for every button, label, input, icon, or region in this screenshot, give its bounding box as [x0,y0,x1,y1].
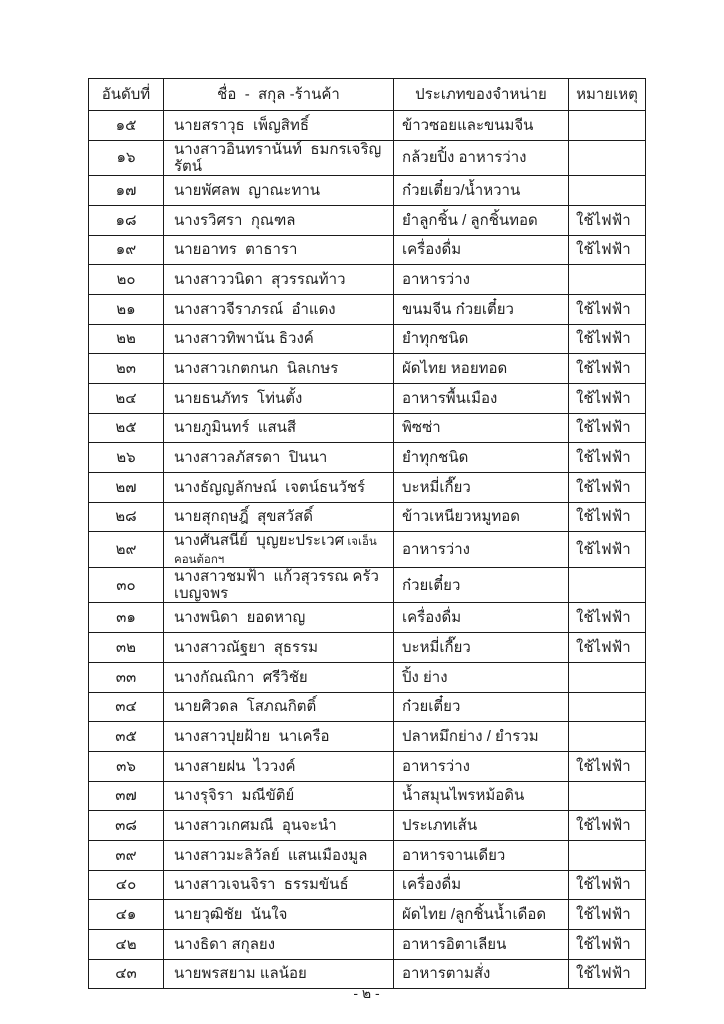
cell-remark: ใช้ไฟฟ้า [569,959,646,989]
cell-rank: ๒๕ [89,413,164,443]
cell-type: อาหารจานเดียว [394,840,569,870]
cell-name: นายธนภัทร โท่นตั้ง [164,384,394,414]
cell-name: นางสาวปุยฝ้าย นาเครือ [164,722,394,752]
table-row [89,265,646,295]
cell-rank: ๓๑ [89,603,164,633]
table-row [89,384,646,414]
col-header-rank: อันดับที่ [89,79,164,111]
cell-type: ผัดไทย /ลูกชิ้นน้ำเดือด [394,900,569,930]
table-row [89,140,646,176]
cell-remark: ใช้ไฟฟ้า [569,930,646,960]
cell-name: นายศิวดล โสภณกิตติ์ [164,692,394,722]
cell-remark [569,781,646,811]
cell-type: ปลาหมึกย่าง / ยำรวม [394,722,569,752]
cell-remark: ใช้ไฟฟ้า [569,384,646,414]
cell-rank: ๓๒ [89,633,164,663]
cell-type: อาหารว่าง [394,265,569,295]
cell-remark: ใช้ไฟฟ้า [569,870,646,900]
table-row [89,354,646,384]
cell-name: นายสุกฤษฎิ์ สุขสวัสดิ์ [164,502,394,532]
cell-name: นางรุจิรา มณีขัติย์ [164,781,394,811]
cell-rank: ๒๓ [89,354,164,384]
cell-type: ข้าวเหนียวหมูทอด [394,502,569,532]
cell-remark: ใช้ไฟฟ้า [569,633,646,663]
cell-rank: ๒๙ [89,532,164,568]
cell-name: นายภูมินทร์ แสนสี [164,413,394,443]
cell-name: นางศันสนีย์ บุญยะประเวศ เจเอ็นคอนต้อกฯ [164,532,394,568]
cell-rank: ๒๑ [89,294,164,324]
cell-rank: ๑๖ [89,140,164,176]
cell-name: นางธัญญลักษณ์ เจตน์ธนวัชร์ [164,473,394,503]
cell-rank: ๓๔ [89,692,164,722]
table-row [89,111,646,141]
cell-type: บะหมี่เกี๊ยว [394,473,569,503]
table-row [89,662,646,692]
table-row [89,870,646,900]
cell-rank: ๒๗ [89,473,164,503]
cell-name: นางสาวมะลิวัลย์ แสนเมืองมูล [164,840,394,870]
table-row [89,722,646,752]
cell-name: นางสายฝน ไววงค์ [164,751,394,781]
cell-remark [569,265,646,295]
table-row [89,294,646,324]
cell-remark: ใช้ไฟฟ้า [569,294,646,324]
vendor-table [88,78,646,989]
table-row [89,751,646,781]
cell-remark [569,111,646,141]
cell-type: อาหารว่าง [394,751,569,781]
cell-remark: ใช้ไฟฟ้า [569,205,646,235]
cell-type: ประเภทเส้น [394,811,569,841]
cell-type: ก๋วยเตี๋ยว/น้ำหวาน [394,176,569,206]
cell-rank: ๒๒ [89,324,164,354]
cell-remark: ใช้ไฟฟ้า [569,324,646,354]
cell-type: ข้าวซอยและขนมจีน [394,111,569,141]
cell-name: นายสราวุธ เพ็ญสิทธิ์ [164,111,394,141]
cell-remark: ใช้ไฟฟ้า [569,603,646,633]
page-number: - ๒ - [353,985,380,1001]
cell-name: นางสาววนิดา สุวรรณท้าว [164,265,394,295]
cell-type: พิซซ่า [394,413,569,443]
cell-type: ยำทุกชนิด [394,324,569,354]
cell-remark: ใช้ไฟฟ้า [569,502,646,532]
cell-rank: ๒๖ [89,443,164,473]
cell-rank: ๒๘ [89,502,164,532]
cell-name: นางกัณณิกา ศรีวิชัย [164,662,394,692]
cell-rank: ๓๗ [89,781,164,811]
table-row [89,413,646,443]
cell-remark [569,567,646,603]
cell-rank: ๓๘ [89,811,164,841]
cell-rank: ๓๐ [89,567,164,603]
table-row [89,781,646,811]
cell-rank: ๒๔ [89,384,164,414]
cell-type: ก๋วยเตี๋ยว [394,692,569,722]
cell-type: กล้วยปิ้ง อาหารว่าง [394,140,569,176]
table-row [89,811,646,841]
cell-type: ปิ้ง ย่าง [394,662,569,692]
table-row [89,532,646,568]
col-header-type: ประเภทของจำหน่าย [394,79,569,111]
cell-type: เครื่องดื่ม [394,235,569,265]
cell-name: นายพรสยาม แลน้อย [164,959,394,989]
cell-type: ผัดไทย หอยทอด [394,354,569,384]
cell-remark [569,840,646,870]
cell-remark: ใช้ไฟฟ้า [569,413,646,443]
cell-rank: ๑๘ [89,205,164,235]
cell-rank: ๓๕ [89,722,164,752]
cell-type: ก๋วยเตี๋ยว [394,567,569,603]
table-row [89,567,646,603]
cell-rank: ๑๙ [89,235,164,265]
cell-name: นางพนิดา ยอดหาญ [164,603,394,633]
cell-name: นางสาวจีราภรณ์ อำแดง [164,294,394,324]
cell-type: บะหมี่เกี๊ยว [394,633,569,663]
table-row [89,235,646,265]
cell-remark: ใช้ไฟฟ้า [569,443,646,473]
table-row [89,900,646,930]
cell-type: ขนมจีน ก๋วยเตี๋ยว [394,294,569,324]
table-row [89,176,646,206]
col-header-remark: หมายเหตุ [569,79,646,111]
cell-remark [569,140,646,176]
table-row [89,692,646,722]
cell-name: นางสาวลภัสรดา ปินนา [164,443,394,473]
cell-remark [569,692,646,722]
cell-rank: ๔๓ [89,959,164,989]
table-header-row [89,79,646,111]
cell-rank: ๓๖ [89,751,164,781]
cell-name: นางรวิศรา กุณฑล [164,205,394,235]
cell-type: อาหารตามสั่ง [394,959,569,989]
table-row [89,840,646,870]
cell-name: นางสาวทิพานัน ธิวงค์ [164,324,394,354]
cell-rank: ๔๒ [89,930,164,960]
cell-type: น้ำสมุนไพรหม้อดิน [394,781,569,811]
cell-type: อาหารอิตาเลียน [394,930,569,960]
cell-rank: ๒๐ [89,265,164,295]
table-row [89,930,646,960]
cell-name: นายอาทร ตาธารา [164,235,394,265]
cell-rank: ๔๑ [89,900,164,930]
table-row [89,324,646,354]
cell-type: เครื่องดื่ม [394,870,569,900]
cell-rank: ๔๐ [89,870,164,900]
cell-remark: ใช้ไฟฟ้า [569,811,646,841]
cell-remark: ใช้ไฟฟ้า [569,751,646,781]
cell-name: นายพัศลพ ญาณะทาน [164,176,394,206]
vendor-table-body [89,111,646,989]
cell-remark: ใช้ไฟฟ้า [569,532,646,568]
cell-type: เครื่องดื่ม [394,603,569,633]
cell-type: ยำลูกชิ้น / ลูกชิ้นทอด [394,205,569,235]
cell-name: นางสาวณัฐยา สุธรรม [164,633,394,663]
cell-remark [569,176,646,206]
cell-remark [569,662,646,692]
cell-name: นางสาวเกตกนก นิลเกษร [164,354,394,384]
cell-remark: ใช้ไฟฟ้า [569,473,646,503]
cell-remark: ใช้ไฟฟ้า [569,235,646,265]
table-row [89,603,646,633]
cell-remark: ใช้ไฟฟ้า [569,900,646,930]
table-row [89,205,646,235]
cell-name: นางธิดา สกุลยง [164,930,394,960]
cell-rank: ๑๕ [89,111,164,141]
col-header-name: ชื่อ - สกุล -ร้านค้า [164,79,394,111]
table-row [89,473,646,503]
cell-rank: ๓๙ [89,840,164,870]
cell-name: นางสาวเจนจิรา ธรรมขันธ์ [164,870,394,900]
cell-name: นายวุฒิชัย นันใจ [164,900,394,930]
cell-type: อาหารว่าง [394,532,569,568]
cell-rank: ๓๓ [89,662,164,692]
table-row [89,502,646,532]
shop-name-small: เจเอ็นคอนต้อกฯ [174,536,377,566]
table-row [89,633,646,663]
cell-name: นางสาวชมฟ้า แก้วสุวรรณ ครัวเบญจพร [164,567,394,603]
table-row [89,443,646,473]
cell-rank: ๑๗ [89,176,164,206]
cell-name: นางสาวเกศมณี อุนจะนำ [164,811,394,841]
cell-remark: ใช้ไฟฟ้า [569,354,646,384]
cell-type: ยำทุกชนิด [394,443,569,473]
cell-name: นางสาวอินทรานันท์ ธมกรเจริญรัตน์ [164,140,394,176]
cell-type: อาหารพื้นเมือง [394,384,569,414]
cell-remark [569,722,646,752]
